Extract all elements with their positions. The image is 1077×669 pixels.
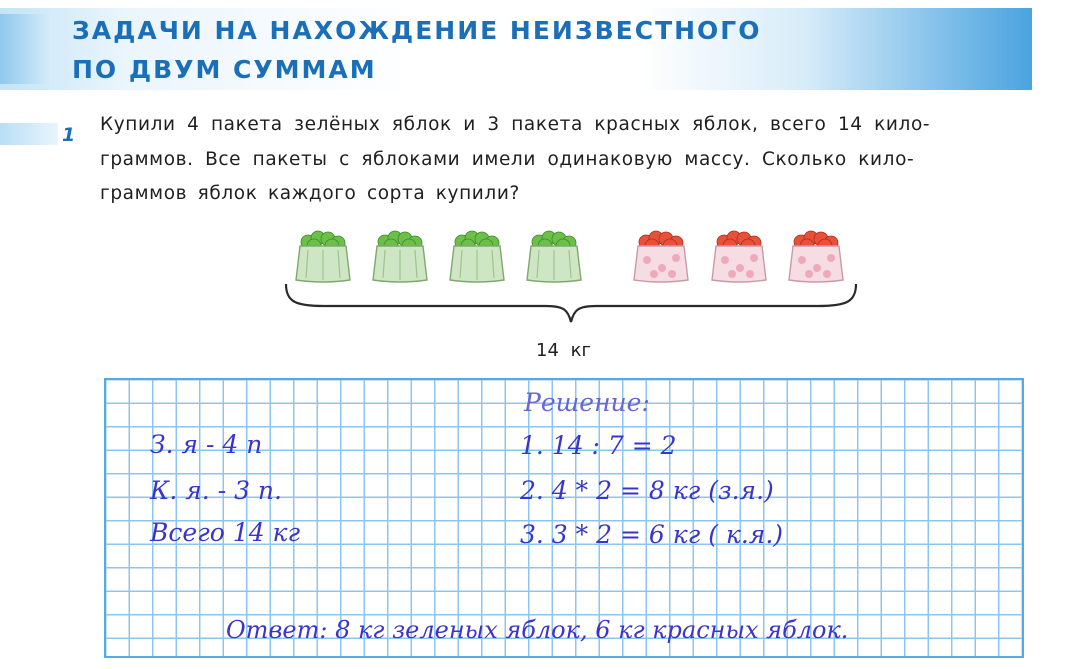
red-apple-bag-1	[632, 228, 690, 284]
condition-line-2: К. я. - 3 п.	[150, 476, 282, 505]
solution-step-1: 1. 14 : 7 = 2	[520, 431, 677, 460]
condition-line-3: Всего 14 кг	[150, 518, 301, 547]
solution-step-3: 3. 3 * 2 = 6 кг ( к.я.)	[520, 520, 784, 549]
total-weight-label: 14 кг	[536, 340, 591, 361]
task-number: 1	[62, 124, 76, 146]
page-title-line-1: ЗАДАЧИ НА НАХОЖДЕНИЕ НЕИЗВЕСТНОГО	[72, 16, 762, 45]
green-apple-bag-4	[525, 228, 583, 284]
task-text-line-1: Купили 4 пакета зелёных яблок и 3 пакета красных яблок, всего 14 кило-	[100, 114, 931, 135]
condition-line-1: З. я - 4 п	[150, 430, 263, 459]
red-apple-bag-2	[710, 228, 768, 284]
total-brace	[284, 282, 858, 324]
task-text-line-3: граммов яблок каждого сорта купили?	[100, 183, 520, 204]
solution-heading: Решение:	[524, 388, 650, 417]
task-number-accent	[0, 123, 58, 145]
green-apple-bag-3	[448, 228, 506, 284]
banner-accent	[0, 14, 52, 84]
task-text-line-2: граммов. Все пакеты с яблоками имели одинаковую массу. Сколько кило-	[100, 149, 915, 170]
answer-line: Ответ: 8 кг зеленых яблок, 6 кг красных яблок.	[226, 616, 849, 644]
red-apple-bag-3	[787, 228, 845, 284]
green-apple-bag-1	[294, 228, 352, 284]
solution-step-2: 2. 4 * 2 = 8 кг (з.я.)	[520, 476, 774, 505]
page-title-line-2: ПО ДВУМ СУММАМ	[72, 55, 377, 84]
green-apple-bag-2	[371, 228, 429, 284]
